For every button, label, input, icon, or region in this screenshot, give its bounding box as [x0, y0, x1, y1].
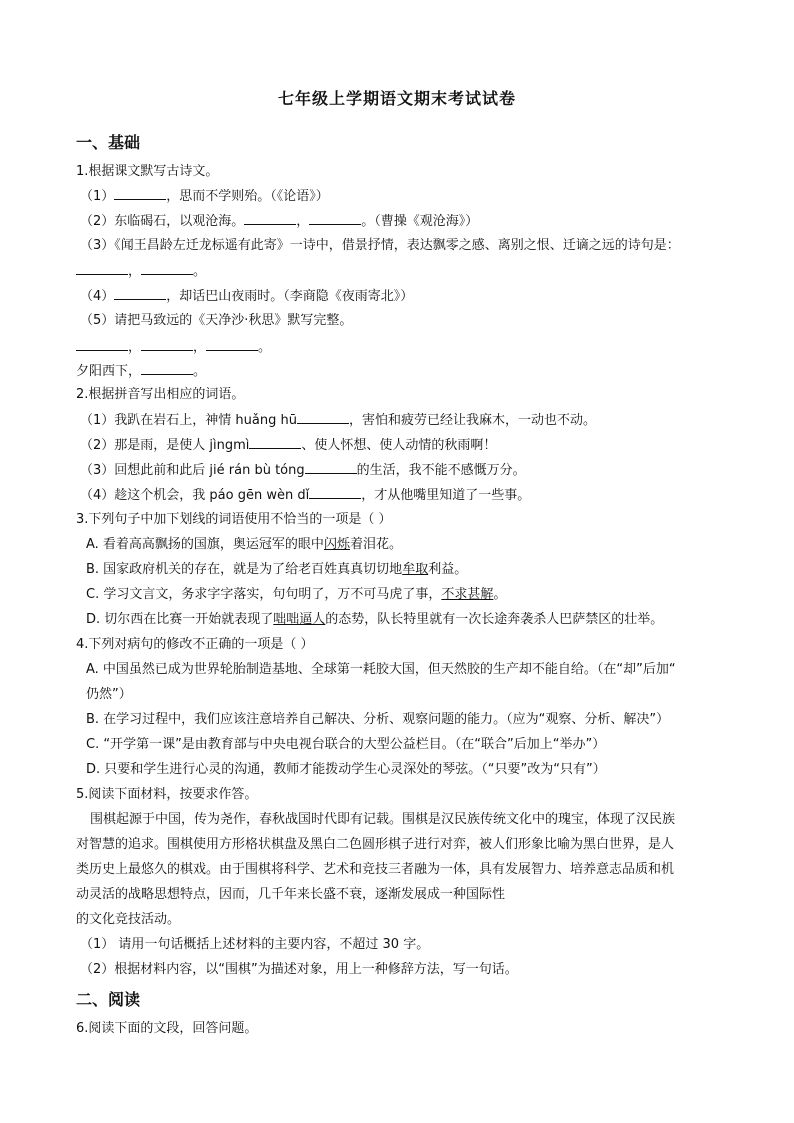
question-4-option-d[interactable]: D. 只要和学生进行心灵的沟通，教师才能拨动学生心灵深处的琴弦。（“只要”改为“只有”） — [86, 762, 606, 777]
question-5-sub-2: （2）根据材料内容，以“围棋”为描述对象，用上一种修辞方法，写一句话。 — [80, 962, 518, 977]
answer-blank[interactable] — [114, 287, 166, 300]
question-1-line-2: （2）东临碣石，以观沧海。 ， 。（曹操《观沧海》） — [80, 214, 479, 229]
answer-blank[interactable] — [309, 486, 361, 499]
passage-line-2: 对智慧的追求。围棋使用方形格状棋盘及黑白二色圆形棋子进行对弈，被人们形象比喻为黑白世界，是人 — [76, 837, 675, 852]
passage-line-4: 动灵活的战略思想特点，因而，几千年来长盛不衰，逐渐发展成一种国际性 — [76, 887, 506, 902]
question-1-stem: 1.根据课文默写古诗文。 — [76, 164, 219, 179]
passage-line-1: 围棋起源于中国，传为尧作，春秋战国时代即有记载。围棋是汉民族传统文化中的瑰宝，体现了汉民族 — [90, 812, 676, 827]
answer-blank[interactable] — [244, 212, 296, 225]
question-2-line-4: （4）趁这个机会，我 páo gēn wèn dǐ ，才从他嘴里知道了一些事。 — [80, 488, 531, 503]
question-2-stem: 2.根据拼音写出相应的词语。 — [76, 387, 245, 402]
question-2-line-3: （3）回想此前和此后 jié rán bù tóng 的生活，我不能不感慨万分。 — [80, 463, 526, 478]
question-1-line-3-blanks: ， 。 — [76, 262, 206, 281]
question-3-option-a[interactable]: A. 看着高高飘扬的国旗，奥运冠军的眼中闪烁着泪花。 — [86, 537, 402, 552]
section-heading-reading: 二、阅读 — [76, 990, 141, 1009]
question-1-line-1: （1） ，思而不学则殆。（《论语》） — [80, 189, 329, 204]
question-4-option-a[interactable]: A. 中国虽然已成为世界轮胎制造基地、全球第一耗胶大国，但天然胶的生产却不能自给。（在“却”后加“ — [86, 662, 676, 677]
question-1-line-5: （5）请把马致远的《天净沙·秋思》默写完整。 — [80, 313, 353, 328]
answer-blank[interactable] — [305, 461, 357, 474]
question-1-line-5-blanks: ， ， 。 — [76, 338, 271, 357]
question-1-line-5-sunset: 夕阳西下， 。 — [76, 364, 207, 379]
section-heading-basics: 一、基础 — [76, 133, 141, 152]
question-4-option-b[interactable]: B. 在学习过程中，我们应该注意培养自己解决、分析、观察问题的能力。（应为“观察、分析、解决”） — [86, 712, 670, 727]
answer-blank[interactable] — [141, 362, 193, 375]
passage-line-3: 类历史上最悠久的棋戏。由于围棋将科学、艺术和竞技三者融为一体，具有发展智力、培养意志品质和机 — [76, 862, 675, 877]
answer-blank[interactable] — [206, 338, 258, 351]
answer-blank[interactable] — [141, 262, 193, 275]
question-4-option-a-cont: 仍然”） — [86, 687, 132, 702]
question-3-option-d[interactable]: D. 切尔西在比赛一开始就表现了咄咄逼人的态势，队长特里就有一次长途奔袭杀人巴萨禁区的壮举。 — [86, 612, 664, 627]
answer-blank[interactable] — [141, 338, 193, 351]
question-4-option-c[interactable]: C. “开学第一课”是由教育部与中央电视台联合的大型公益栏目。（在“联合”后加上“举办”） — [86, 737, 606, 752]
question-3-option-b[interactable]: B. 国家政府机关的存在，就是为了给老百姓真真切切地牟取利益。 — [86, 562, 468, 577]
answer-blank[interactable] — [309, 212, 361, 225]
answer-blank[interactable] — [114, 187, 166, 200]
passage-line-5: 的文化竞技活动。 — [76, 912, 181, 927]
answer-blank[interactable] — [76, 338, 128, 351]
question-1-line-4: （4） ，却话巴山夜雨时。（李商隐《夜雨寄北》） — [80, 289, 414, 304]
answer-blank[interactable] — [76, 262, 128, 275]
question-1-line-3: （3）《闻王昌龄左迁龙标遥有此寄》一诗中，借景抒情，表达飘零之感、离别之恨、迁谪之远的诗句是： — [80, 238, 680, 253]
answer-blank[interactable] — [249, 436, 301, 449]
question-2-line-1: （1）我趴在岩石上，神情 huǎng hū ，害怕和疲劳已经让我麻木，一动也不动。 — [80, 413, 596, 428]
question-5-stem: 5.阅读下面材料，按要求作答。 — [76, 787, 258, 802]
question-2-line-2: （2）那是雨，是使人 jìngmì 、使人怀想、使人动情的秋雨啊！ — [80, 438, 497, 453]
question-3-option-c[interactable]: C. 学习文言文，务求字字落实，句句明了，万不可马虎了事，不求甚解。 — [86, 587, 507, 602]
question-5-sub-1: （1） 请用一句话概括上述材料的主要内容，不超过 30 字。 — [80, 937, 430, 952]
question-3-stem: 3.下列句子中加下划线的词语使用不恰当的一项是（ ） — [76, 512, 392, 527]
question-4-stem: 4.下列对病句的修改不正确的一项是（ ） — [76, 637, 314, 652]
answer-blank[interactable] — [297, 411, 349, 424]
exam-title: 七年级上学期语文期末考试试卷 — [277, 89, 516, 108]
question-6-stem: 6.阅读下面的文段，回答问题。 — [76, 1021, 258, 1036]
